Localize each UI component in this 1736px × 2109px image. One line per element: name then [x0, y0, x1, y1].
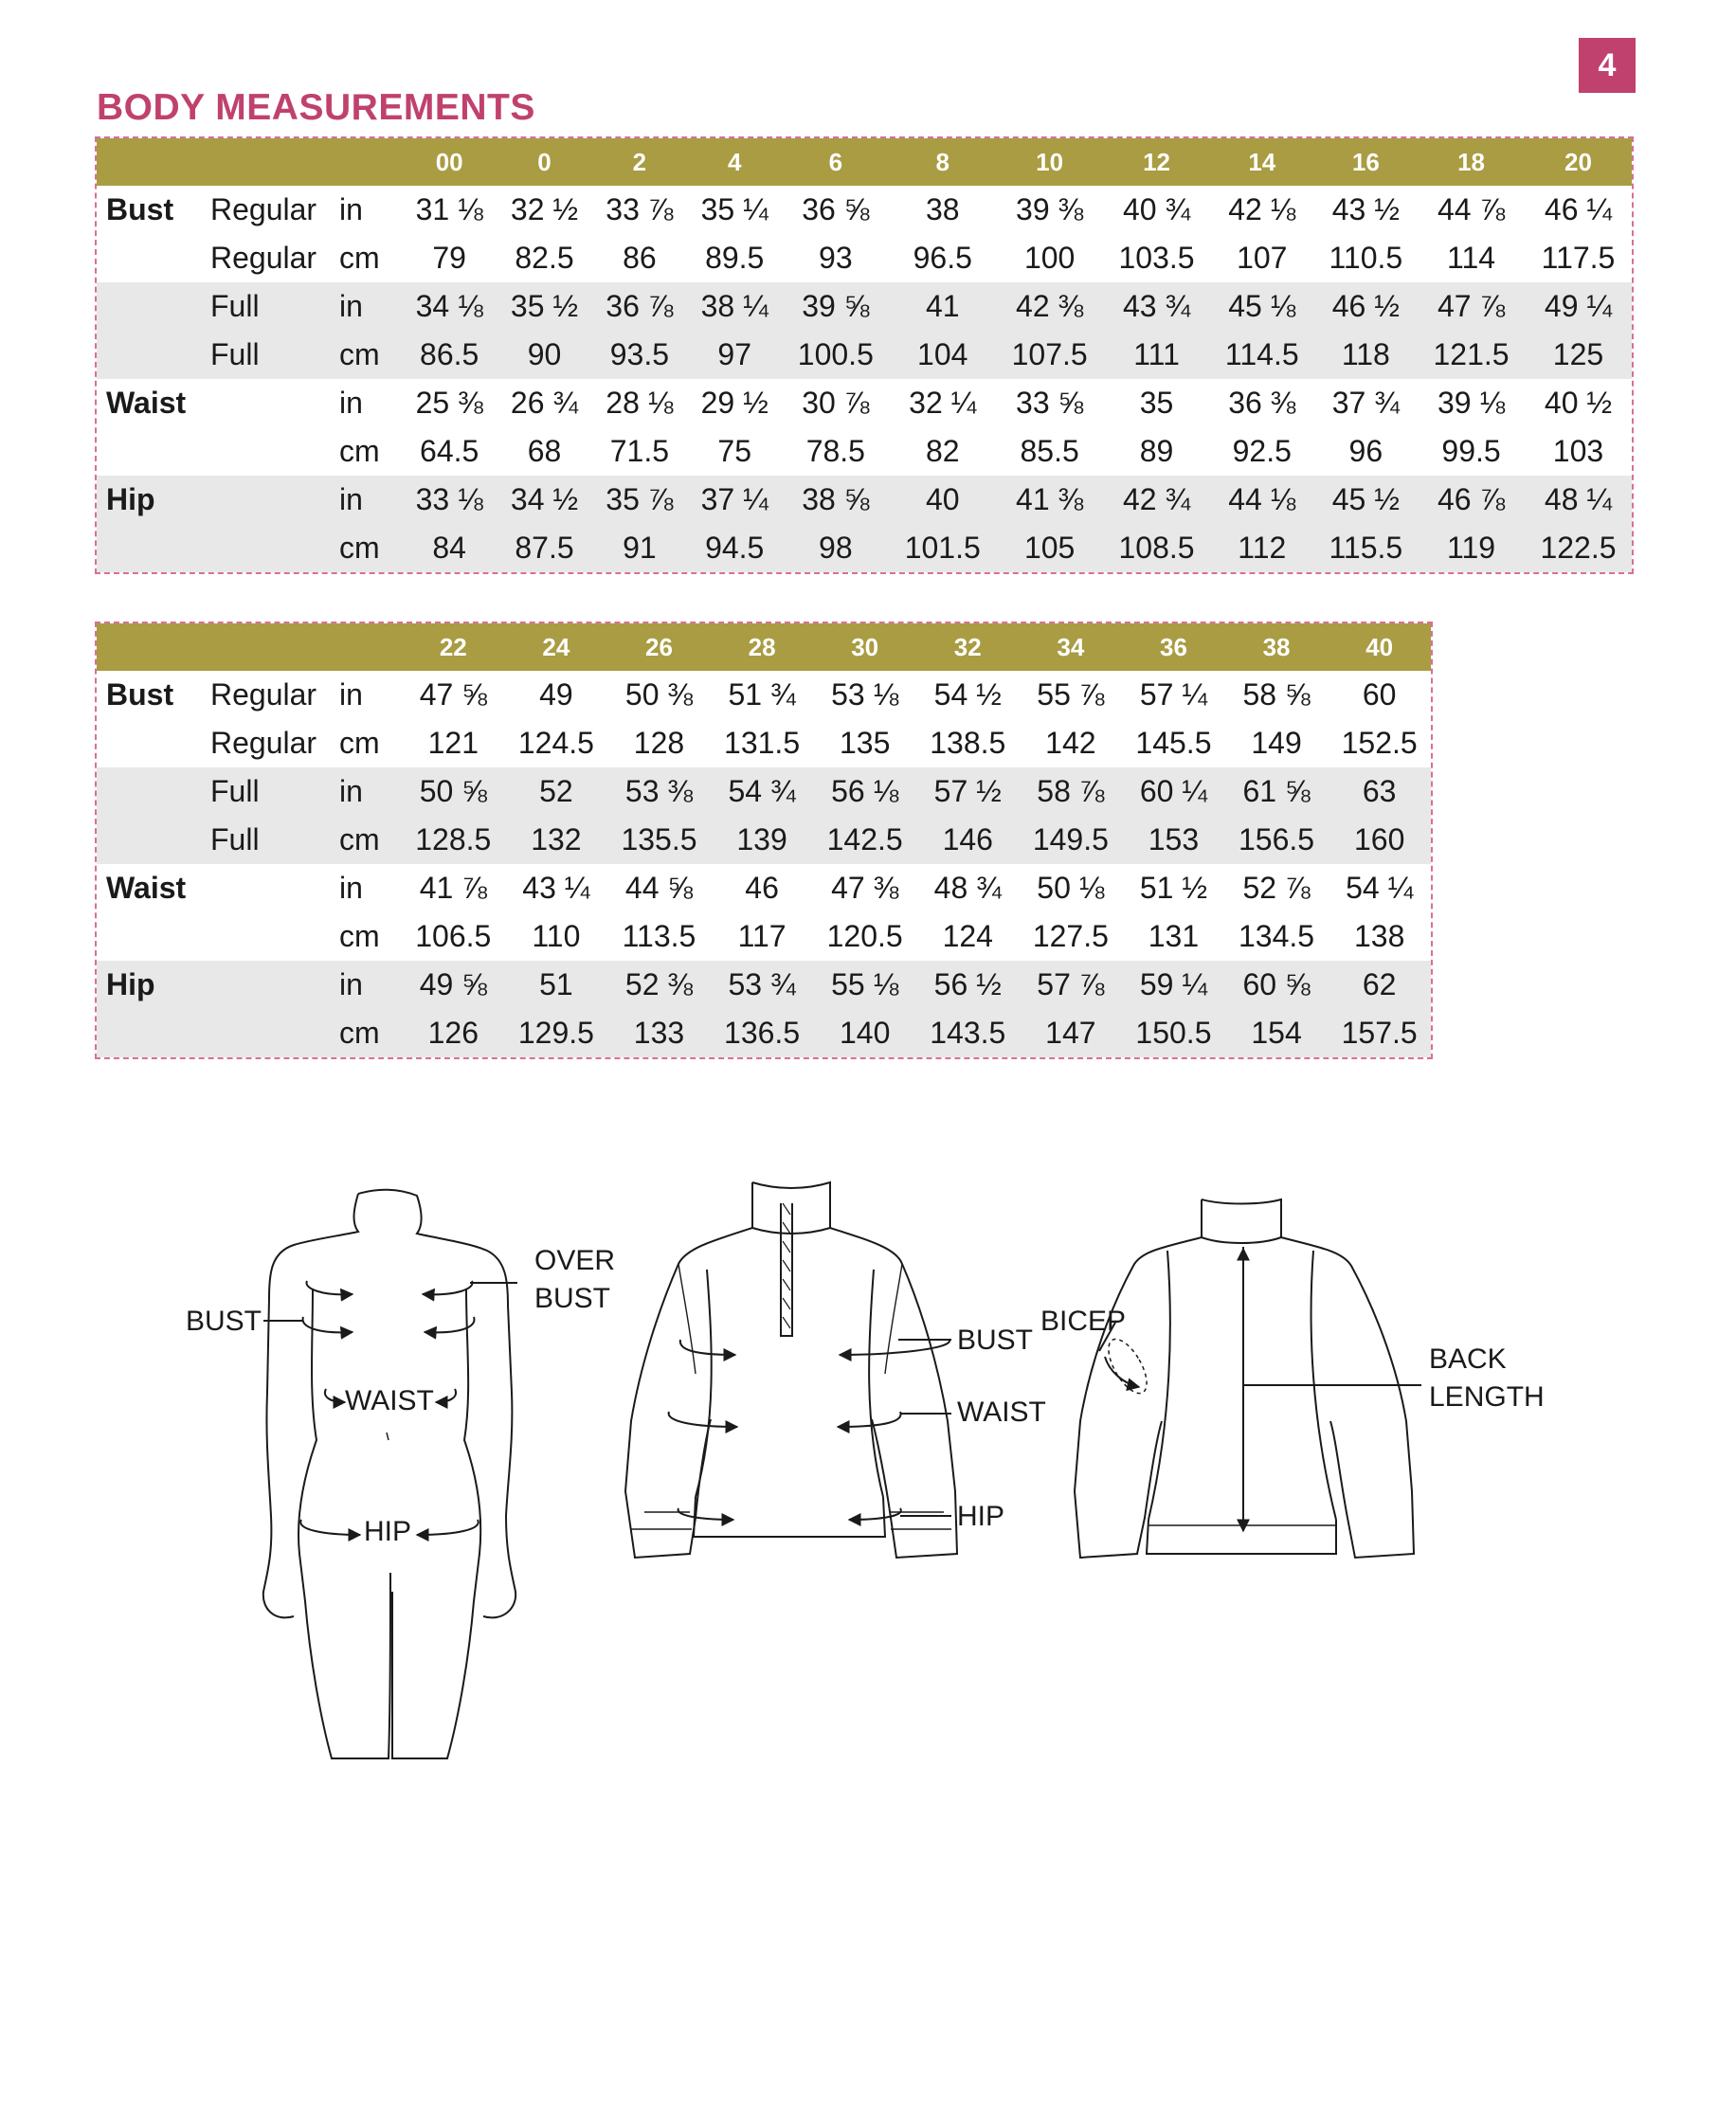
- value-cell: 60 ⅝: [1242, 967, 1311, 1001]
- value-cell: 135.5: [621, 822, 697, 856]
- value-cell: 117.5: [1541, 241, 1616, 275]
- value-cell: 42 ¾: [1122, 482, 1191, 516]
- value-cell: 128.5: [415, 822, 492, 856]
- value-cell: 84: [432, 531, 466, 565]
- value-cell: 136.5: [724, 1016, 801, 1050]
- value-cell: 104: [917, 337, 968, 371]
- size-header: 14: [1248, 147, 1276, 176]
- table-row: [97, 524, 1632, 572]
- table-row: [97, 379, 1632, 427]
- value-cell: 90: [527, 337, 562, 371]
- size-header: 12: [1143, 147, 1170, 176]
- size-header: 20: [1564, 147, 1592, 176]
- value-cell: 87.5: [515, 531, 574, 565]
- value-cell: 32 ¼: [909, 386, 977, 420]
- page-number-badge: 4: [1579, 38, 1636, 93]
- value-cell: 60 ¼: [1139, 774, 1208, 808]
- value-cell: 47 ⅞: [1437, 289, 1506, 323]
- table-row: [97, 427, 1632, 476]
- table-row: [97, 816, 1431, 864]
- label-over-bust-1: OVER: [534, 1245, 616, 1276]
- value-cell: 100: [1023, 241, 1076, 275]
- header-spacer: [97, 623, 203, 671]
- value-cell: 54 ½: [933, 677, 1002, 712]
- table-row: [97, 912, 1431, 961]
- value-cell: 63: [1362, 774, 1397, 808]
- fit-type-cell: [203, 427, 335, 476]
- value-cell: 114.5: [1224, 337, 1299, 371]
- value-cell: 101.5: [904, 531, 981, 565]
- label-waist-body: WAIST: [345, 1385, 434, 1416]
- fit-type-cell: Regular: [210, 192, 317, 226]
- value-cell: 39 ⅛: [1437, 386, 1506, 420]
- value-cell: 89.5: [705, 241, 765, 275]
- value-cell: 131: [1148, 919, 1200, 953]
- value-cell: 53 ⅛: [831, 677, 899, 712]
- value-cell: 149.5: [1032, 822, 1109, 856]
- size-header: 8: [935, 147, 949, 176]
- measure-cell: Hip: [106, 967, 155, 1001]
- measure-cell: Bust: [106, 192, 174, 226]
- value-cell: 71.5: [609, 434, 669, 468]
- value-cell: 96: [1348, 434, 1383, 468]
- value-cell: 26 ¾: [510, 386, 579, 420]
- value-cell: 38: [925, 192, 960, 226]
- value-cell: 121.5: [1433, 337, 1510, 371]
- header-spacer: [335, 623, 402, 671]
- value-cell: 44 ⅞: [1437, 192, 1506, 226]
- measure-cell: [97, 282, 203, 331]
- value-cell: 46 ⅞: [1437, 482, 1506, 516]
- back-measure-arrows: [1099, 1247, 1421, 1531]
- value-cell: 126: [427, 1016, 479, 1050]
- value-cell: 93: [819, 241, 853, 275]
- value-cell: 89: [1139, 434, 1174, 468]
- value-cell: 49: [539, 677, 573, 712]
- measure-cell: [97, 234, 203, 282]
- value-cell: 125: [1552, 337, 1604, 371]
- size-header: 22: [439, 632, 467, 661]
- value-cell: 57 ¼: [1139, 677, 1208, 712]
- value-cell: 59 ¼: [1139, 967, 1208, 1001]
- value-cell: 39 ⅝: [802, 289, 870, 323]
- value-cell: 124: [942, 919, 993, 953]
- value-cell: 114: [1447, 241, 1496, 275]
- measure-cell: Bust: [106, 677, 174, 712]
- value-cell: 157.5: [1341, 1016, 1418, 1050]
- value-cell: 140: [839, 1016, 891, 1050]
- measure-cell: [97, 1009, 203, 1057]
- body-form-illustration: [263, 1190, 515, 1758]
- value-cell: 142: [1045, 726, 1096, 760]
- value-cell: 35 ⅞: [606, 482, 674, 516]
- value-cell: 40 ¾: [1122, 192, 1191, 226]
- value-cell: 52 ⅞: [1242, 871, 1311, 905]
- value-cell: 55 ⅛: [831, 967, 899, 1001]
- value-cell: 46 ¼: [1544, 192, 1613, 226]
- value-cell: 127.5: [1032, 919, 1109, 953]
- value-cell: 54 ¾: [728, 774, 796, 808]
- value-cell: 58 ⅞: [1037, 774, 1105, 808]
- measure-cell: [97, 912, 203, 961]
- table-row: [97, 186, 1632, 234]
- value-cell: 32 ½: [510, 192, 579, 226]
- value-cell: 33 ⅛: [415, 482, 483, 516]
- table-row: [97, 767, 1431, 816]
- value-cell: 118: [1341, 337, 1390, 371]
- value-cell: 40 ½: [1544, 386, 1613, 420]
- fit-type-cell: [203, 912, 335, 961]
- value-cell: 113.5: [622, 919, 696, 953]
- value-cell: 36 ⅞: [606, 289, 674, 323]
- size-header: 30: [851, 632, 879, 661]
- value-cell: 149: [1251, 726, 1302, 760]
- value-cell: 60: [1362, 677, 1397, 712]
- value-cell: 131.5: [724, 726, 801, 760]
- fit-type-cell: [203, 1009, 335, 1057]
- value-cell: 152.5: [1341, 726, 1418, 760]
- value-cell: 107.5: [1011, 337, 1088, 371]
- value-cell: 61 ⅝: [1242, 774, 1311, 808]
- size-header: 28: [748, 632, 776, 661]
- value-cell: 82.5: [515, 241, 574, 275]
- value-cell: 53 ⅜: [624, 774, 694, 808]
- header-spacer: [97, 138, 203, 186]
- value-cell: 44 ⅛: [1228, 482, 1296, 516]
- value-cell: 42 ⅜: [1016, 289, 1084, 323]
- value-cell: 145.5: [1135, 726, 1212, 760]
- value-cell: 100.5: [797, 337, 874, 371]
- value-cell: 132: [531, 822, 582, 856]
- value-cell: 91: [623, 531, 657, 565]
- value-cell: 42 ⅛: [1228, 192, 1296, 226]
- unit-cell: cm: [339, 822, 380, 856]
- table-row: [97, 234, 1632, 282]
- value-cell: 51: [539, 967, 573, 1001]
- value-cell: 108.5: [1118, 531, 1195, 565]
- size-header: 32: [953, 632, 982, 661]
- value-cell: 29 ½: [700, 386, 769, 420]
- unit-cell: in: [339, 967, 363, 1001]
- value-cell: 51 ¾: [728, 677, 796, 712]
- value-cell: 34 ⅛: [415, 289, 483, 323]
- table-row: [97, 671, 1431, 719]
- value-cell: 35 ½: [510, 289, 579, 323]
- table-row: [97, 331, 1632, 379]
- label-waist-front: WAIST: [957, 1397, 1046, 1428]
- value-cell: 56 ⅛: [831, 774, 899, 808]
- value-cell: 44 ⅝: [624, 871, 694, 905]
- value-cell: 36 ⅜: [1228, 386, 1296, 420]
- value-cell: 135: [839, 726, 891, 760]
- size-header: 36: [1159, 632, 1187, 661]
- value-cell: 38 ¼: [700, 289, 769, 323]
- value-cell: 52 ⅜: [624, 967, 694, 1001]
- value-cell: 57 ½: [933, 774, 1002, 808]
- value-cell: 79: [432, 241, 466, 275]
- size-header: 26: [645, 632, 673, 661]
- measure-cell: [97, 524, 203, 572]
- value-cell: 122.5: [1540, 531, 1617, 565]
- value-cell: 53 ¾: [728, 967, 796, 1001]
- value-cell: 58 ⅝: [1242, 677, 1311, 712]
- value-cell: 54 ¼: [1346, 871, 1414, 905]
- value-cell: 94.5: [705, 531, 765, 565]
- value-cell: 107: [1237, 241, 1288, 275]
- value-cell: 112: [1238, 531, 1287, 565]
- table-row: [97, 282, 1632, 331]
- label-back-length-2: LENGTH: [1429, 1381, 1545, 1413]
- size-header: 0: [537, 147, 552, 176]
- size-header: 40: [1365, 632, 1394, 661]
- unit-cell: cm: [339, 241, 380, 275]
- label-back-length-1: BACK: [1429, 1343, 1507, 1375]
- unit-cell: in: [339, 677, 363, 712]
- measurement-table-sizes-00-20: [97, 138, 1632, 572]
- value-cell: 50 ⅝: [419, 774, 487, 808]
- header-spacer: [335, 138, 402, 186]
- value-cell: 43 ¼: [522, 871, 590, 905]
- value-cell: 64.5: [420, 434, 479, 468]
- size-header: 4: [727, 147, 742, 176]
- value-cell: 111: [1133, 337, 1180, 371]
- value-cell: 86: [623, 241, 657, 275]
- value-cell: 117: [737, 919, 787, 953]
- value-cell: 28 ⅛: [606, 386, 674, 420]
- value-cell: 143.5: [930, 1016, 1006, 1050]
- measure-cell: Waist: [106, 871, 187, 905]
- unit-cell: in: [339, 289, 363, 323]
- value-cell: 138.5: [930, 726, 1006, 760]
- fit-type-cell: Regular: [210, 241, 317, 275]
- value-cell: 37 ¼: [700, 482, 769, 516]
- value-cell: 103: [1552, 434, 1604, 468]
- unit-cell: cm: [339, 919, 380, 953]
- size-header: 2: [632, 147, 647, 176]
- value-cell: 50 ⅛: [1037, 871, 1105, 905]
- value-cell: 57 ⅞: [1037, 967, 1105, 1001]
- value-cell: 52: [539, 774, 573, 808]
- value-cell: 138: [1353, 919, 1405, 953]
- value-cell: 39 ⅜: [1016, 192, 1084, 226]
- value-cell: 156.5: [1239, 822, 1315, 856]
- fit-type-cell: Full: [210, 774, 260, 808]
- value-cell: 50 ⅜: [624, 677, 694, 712]
- value-cell: 98: [819, 531, 853, 565]
- size-header: 24: [542, 632, 570, 661]
- value-cell: 139: [736, 822, 787, 856]
- unit-cell: cm: [339, 337, 380, 371]
- measure-cell: [97, 427, 203, 476]
- value-cell: 78.5: [805, 434, 865, 468]
- measurement-table-sizes-22-40: [97, 623, 1431, 1057]
- fit-type-cell: [203, 524, 335, 572]
- value-cell: 41: [925, 289, 960, 323]
- fit-type-cell: Regular: [210, 677, 317, 712]
- value-cell: 82: [925, 434, 960, 468]
- value-cell: 153: [1148, 822, 1200, 856]
- unit-cell: in: [339, 386, 363, 420]
- value-cell: 134.5: [1239, 919, 1315, 953]
- table-row: [97, 1009, 1431, 1057]
- value-cell: 85.5: [1020, 434, 1079, 468]
- label-bust-body: BUST: [186, 1306, 262, 1337]
- value-cell: 68: [527, 434, 562, 468]
- label-bicep: BICEP: [1040, 1306, 1127, 1337]
- value-cell: 97: [717, 337, 751, 371]
- front-sweatshirt-illustration: [625, 1182, 957, 1558]
- value-cell: 48 ¾: [933, 871, 1002, 905]
- value-cell: 124.5: [517, 726, 594, 760]
- value-cell: 150.5: [1135, 1016, 1212, 1050]
- value-cell: 110.5: [1329, 241, 1403, 275]
- value-cell: 47 ⅝: [419, 677, 487, 712]
- value-cell: 49 ⅝: [419, 967, 487, 1001]
- value-cell: 25 ⅜: [415, 386, 483, 420]
- value-cell: 119: [1447, 531, 1496, 565]
- fit-type-cell: [203, 476, 335, 524]
- unit-cell: in: [339, 192, 363, 226]
- value-cell: 146: [942, 822, 993, 856]
- size-header: 6: [828, 147, 843, 176]
- value-cell: 43 ¾: [1122, 289, 1191, 323]
- value-cell: 129.5: [517, 1016, 594, 1050]
- unit-cell: cm: [339, 726, 380, 760]
- value-cell: 35 ¼: [700, 192, 769, 226]
- value-cell: 49 ¼: [1544, 289, 1613, 323]
- value-cell: 110: [532, 919, 581, 953]
- size-header: 16: [1351, 147, 1380, 176]
- value-cell: 33 ⅝: [1016, 386, 1084, 420]
- value-cell: 45 ½: [1331, 482, 1400, 516]
- value-cell: 33 ⅞: [606, 192, 674, 226]
- page-title: BODY MEASUREMENTS: [97, 87, 535, 128]
- unit-cell: in: [339, 774, 363, 808]
- measure-cell: [97, 719, 203, 767]
- size-header: 34: [1057, 632, 1085, 661]
- table-row: [97, 476, 1632, 524]
- fit-type-cell: Full: [210, 289, 260, 323]
- fit-type-cell: Regular: [210, 726, 317, 760]
- value-cell: 41 ⅞: [419, 871, 487, 905]
- value-cell: 115.5: [1329, 531, 1403, 565]
- value-cell: 92.5: [1232, 434, 1292, 468]
- value-cell: 36 ⅝: [802, 192, 870, 226]
- value-cell: 31 ⅛: [415, 192, 483, 226]
- header-spacer: [203, 138, 335, 186]
- size-header-row: [97, 138, 1632, 186]
- value-cell: 41 ⅜: [1016, 482, 1084, 516]
- value-cell: 160: [1353, 822, 1405, 856]
- fit-type-cell: Full: [210, 822, 260, 856]
- value-cell: 34 ½: [510, 482, 579, 516]
- value-cell: 62: [1362, 967, 1397, 1001]
- measure-cell: Hip: [106, 482, 155, 516]
- value-cell: 75: [717, 434, 751, 468]
- table-row: [97, 719, 1431, 767]
- value-cell: 93.5: [609, 337, 669, 371]
- table-row: [97, 961, 1431, 1009]
- value-cell: 154: [1251, 1016, 1302, 1050]
- measure-cell: [97, 816, 203, 864]
- fit-type-cell: [203, 864, 335, 912]
- value-cell: 37 ¾: [1331, 386, 1400, 420]
- measure-cell: [97, 767, 203, 816]
- size-header: 10: [1036, 147, 1064, 176]
- size-header-row: [97, 623, 1431, 671]
- header-spacer: [203, 623, 335, 671]
- table-row: [97, 864, 1431, 912]
- value-cell: 106.5: [415, 919, 492, 953]
- fit-type-cell: [203, 961, 335, 1009]
- value-cell: 40: [925, 482, 960, 516]
- unit-cell: in: [339, 482, 363, 516]
- label-hip-front: HIP: [957, 1501, 1005, 1532]
- unit-cell: in: [339, 871, 363, 905]
- size-header: 18: [1457, 147, 1485, 176]
- value-cell: 121: [427, 726, 479, 760]
- value-cell: 142.5: [826, 822, 903, 856]
- fit-type-cell: [203, 379, 335, 427]
- value-cell: 103.5: [1118, 241, 1195, 275]
- value-cell: 55 ⅞: [1037, 677, 1105, 712]
- size-header: 00: [435, 147, 463, 176]
- label-bust-front: BUST: [957, 1325, 1034, 1356]
- value-cell: 51 ½: [1139, 871, 1208, 905]
- label-over-bust-2: BUST: [534, 1283, 611, 1314]
- value-cell: 99.5: [1441, 434, 1501, 468]
- value-cell: 35: [1139, 386, 1174, 420]
- value-cell: 48 ¼: [1544, 482, 1613, 516]
- unit-cell: cm: [339, 434, 380, 468]
- measure-cell: Waist: [106, 386, 187, 420]
- value-cell: 30 ⅞: [802, 386, 870, 420]
- label-hip-body: HIP: [364, 1516, 412, 1547]
- value-cell: 133: [633, 1016, 685, 1050]
- value-cell: 45 ⅛: [1228, 289, 1296, 323]
- measure-cell: [97, 331, 203, 379]
- value-cell: 147: [1045, 1016, 1096, 1050]
- unit-cell: cm: [339, 531, 380, 565]
- value-cell: 47 ⅜: [831, 871, 899, 905]
- value-cell: 120.5: [826, 919, 903, 953]
- unit-cell: cm: [339, 1016, 380, 1050]
- value-cell: 38 ⅝: [802, 482, 870, 516]
- fit-type-cell: Full: [210, 337, 260, 371]
- value-cell: 105: [1023, 531, 1076, 565]
- value-cell: 43 ½: [1331, 192, 1400, 226]
- value-cell: 56 ½: [933, 967, 1002, 1001]
- measurement-figures: [0, 1137, 1736, 1781]
- value-cell: 96.5: [913, 241, 972, 275]
- value-cell: 46 ½: [1331, 289, 1400, 323]
- value-cell: 128: [633, 726, 685, 760]
- value-cell: 86.5: [420, 337, 479, 371]
- value-cell: 46: [745, 871, 779, 905]
- size-header: 38: [1262, 632, 1291, 661]
